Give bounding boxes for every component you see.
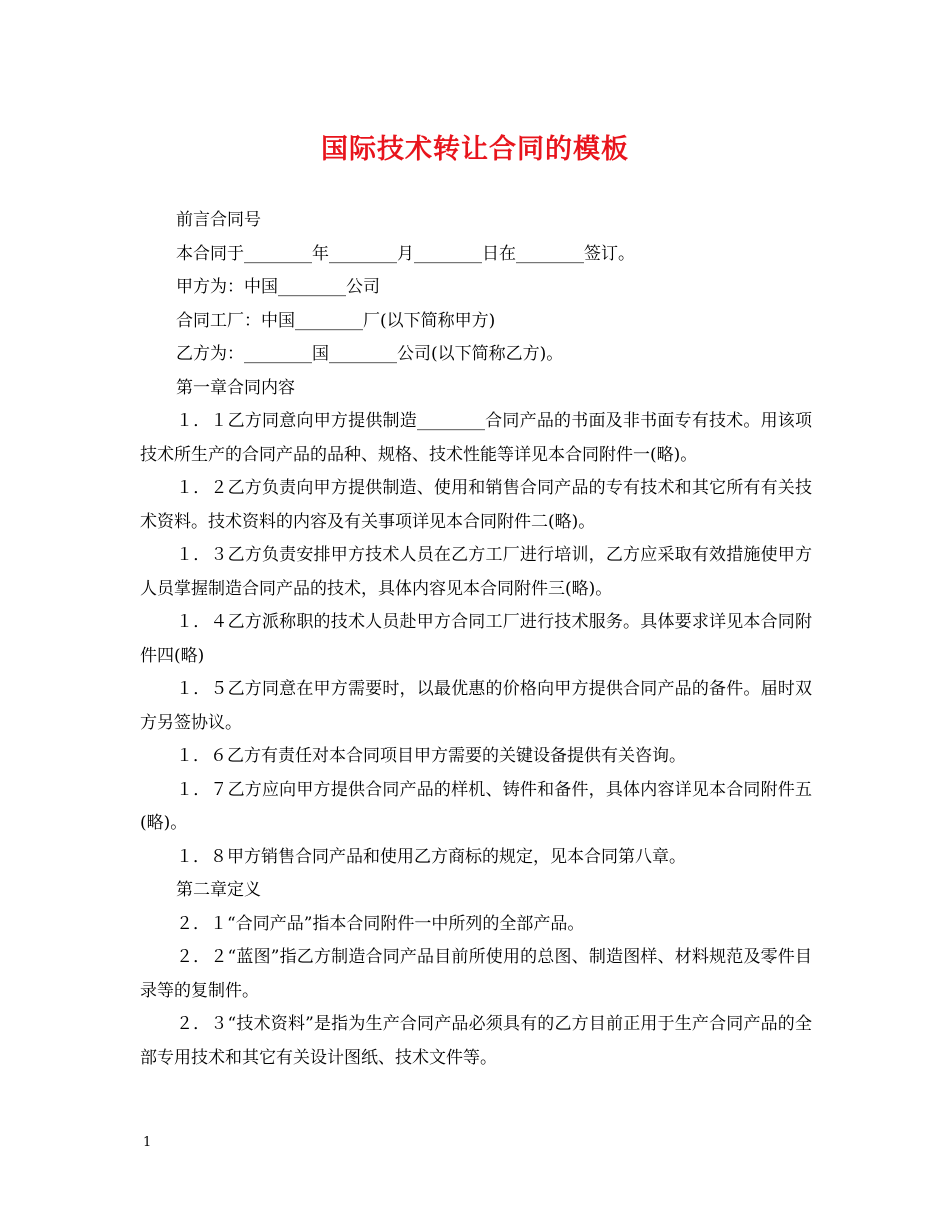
paragraph: 本合同于________年________月________日在________签订。: [176, 243, 635, 264]
document-title: 国际技术转让合同的模板: [321, 134, 629, 165]
paragraph: 合同工厂：中国________厂(以下简称甲方): [176, 310, 496, 331]
paragraph: ２．１“合同产品”指本合同附件一中所列的全部产品。: [176, 913, 585, 934]
chapter-heading: 第一章合同内容: [176, 377, 295, 398]
chapter-heading: 第二章定义: [176, 880, 261, 900]
document-body: [140, 204, 812, 1075]
paragraph: １．２乙方负责向甲方提供制造、使用和销售合同产品的专有技术和其它所有有关技术资料。技术资料的内容及有关事项详见本合同附件二(略)。: [140, 478, 812, 532]
paragraph: １．７乙方应向甲方提供合同产品的样机、铸件和备件，具体内容详见本合同附件五(略)。: [140, 779, 812, 833]
paragraph: 甲方为：中国________公司: [176, 277, 380, 297]
paragraph: １．１乙方同意向甲方提供制造________合同产品的书面及非书面专有技术。用该项技术所生产的合同产品的品种、规格、技术性能等详见本合同附件一(略)。: [140, 411, 812, 465]
paragraph: ２．３“技术资料”是指为生产合同产品必须具有的乙方目前正用于生产合同产品的全部专用技术和其它有关设计图纸、技术文件等。: [140, 1014, 812, 1068]
paragraph: １．８甲方销售合同产品和使用乙方商标的规定，见本合同第八章。: [176, 846, 686, 867]
paragraph: 前言合同号: [176, 210, 261, 230]
paragraph: １．６乙方有责任对本合同项目甲方需要的关键设备提供有关咨询。: [176, 746, 686, 766]
paragraph: 乙方为：________国________公司(以下简称乙方)。: [176, 344, 564, 364]
paragraph: １．５乙方同意在甲方需要时，以最优惠的价格向甲方提供合同产品的备件。届时双方另签协议。: [140, 679, 812, 733]
page-number: 1: [143, 1135, 152, 1150]
paragraph: １．３乙方负责安排甲方技术人员在乙方工厂进行培训，乙方应采取有效措施使甲方人员掌握制造合同产品的技术，具体内容见本合同附件三(略)。: [140, 545, 812, 599]
paragraph: １．４乙方派称职的技术人员赴甲方合同工厂进行技术服务。具体要求详见本合同附件四(略): [140, 612, 812, 666]
paragraph: ２．２“蓝图”指乙方制造合同产品目前所使用的总图、制造图样、材料规范及零件目录等的复制件。: [140, 947, 812, 1001]
